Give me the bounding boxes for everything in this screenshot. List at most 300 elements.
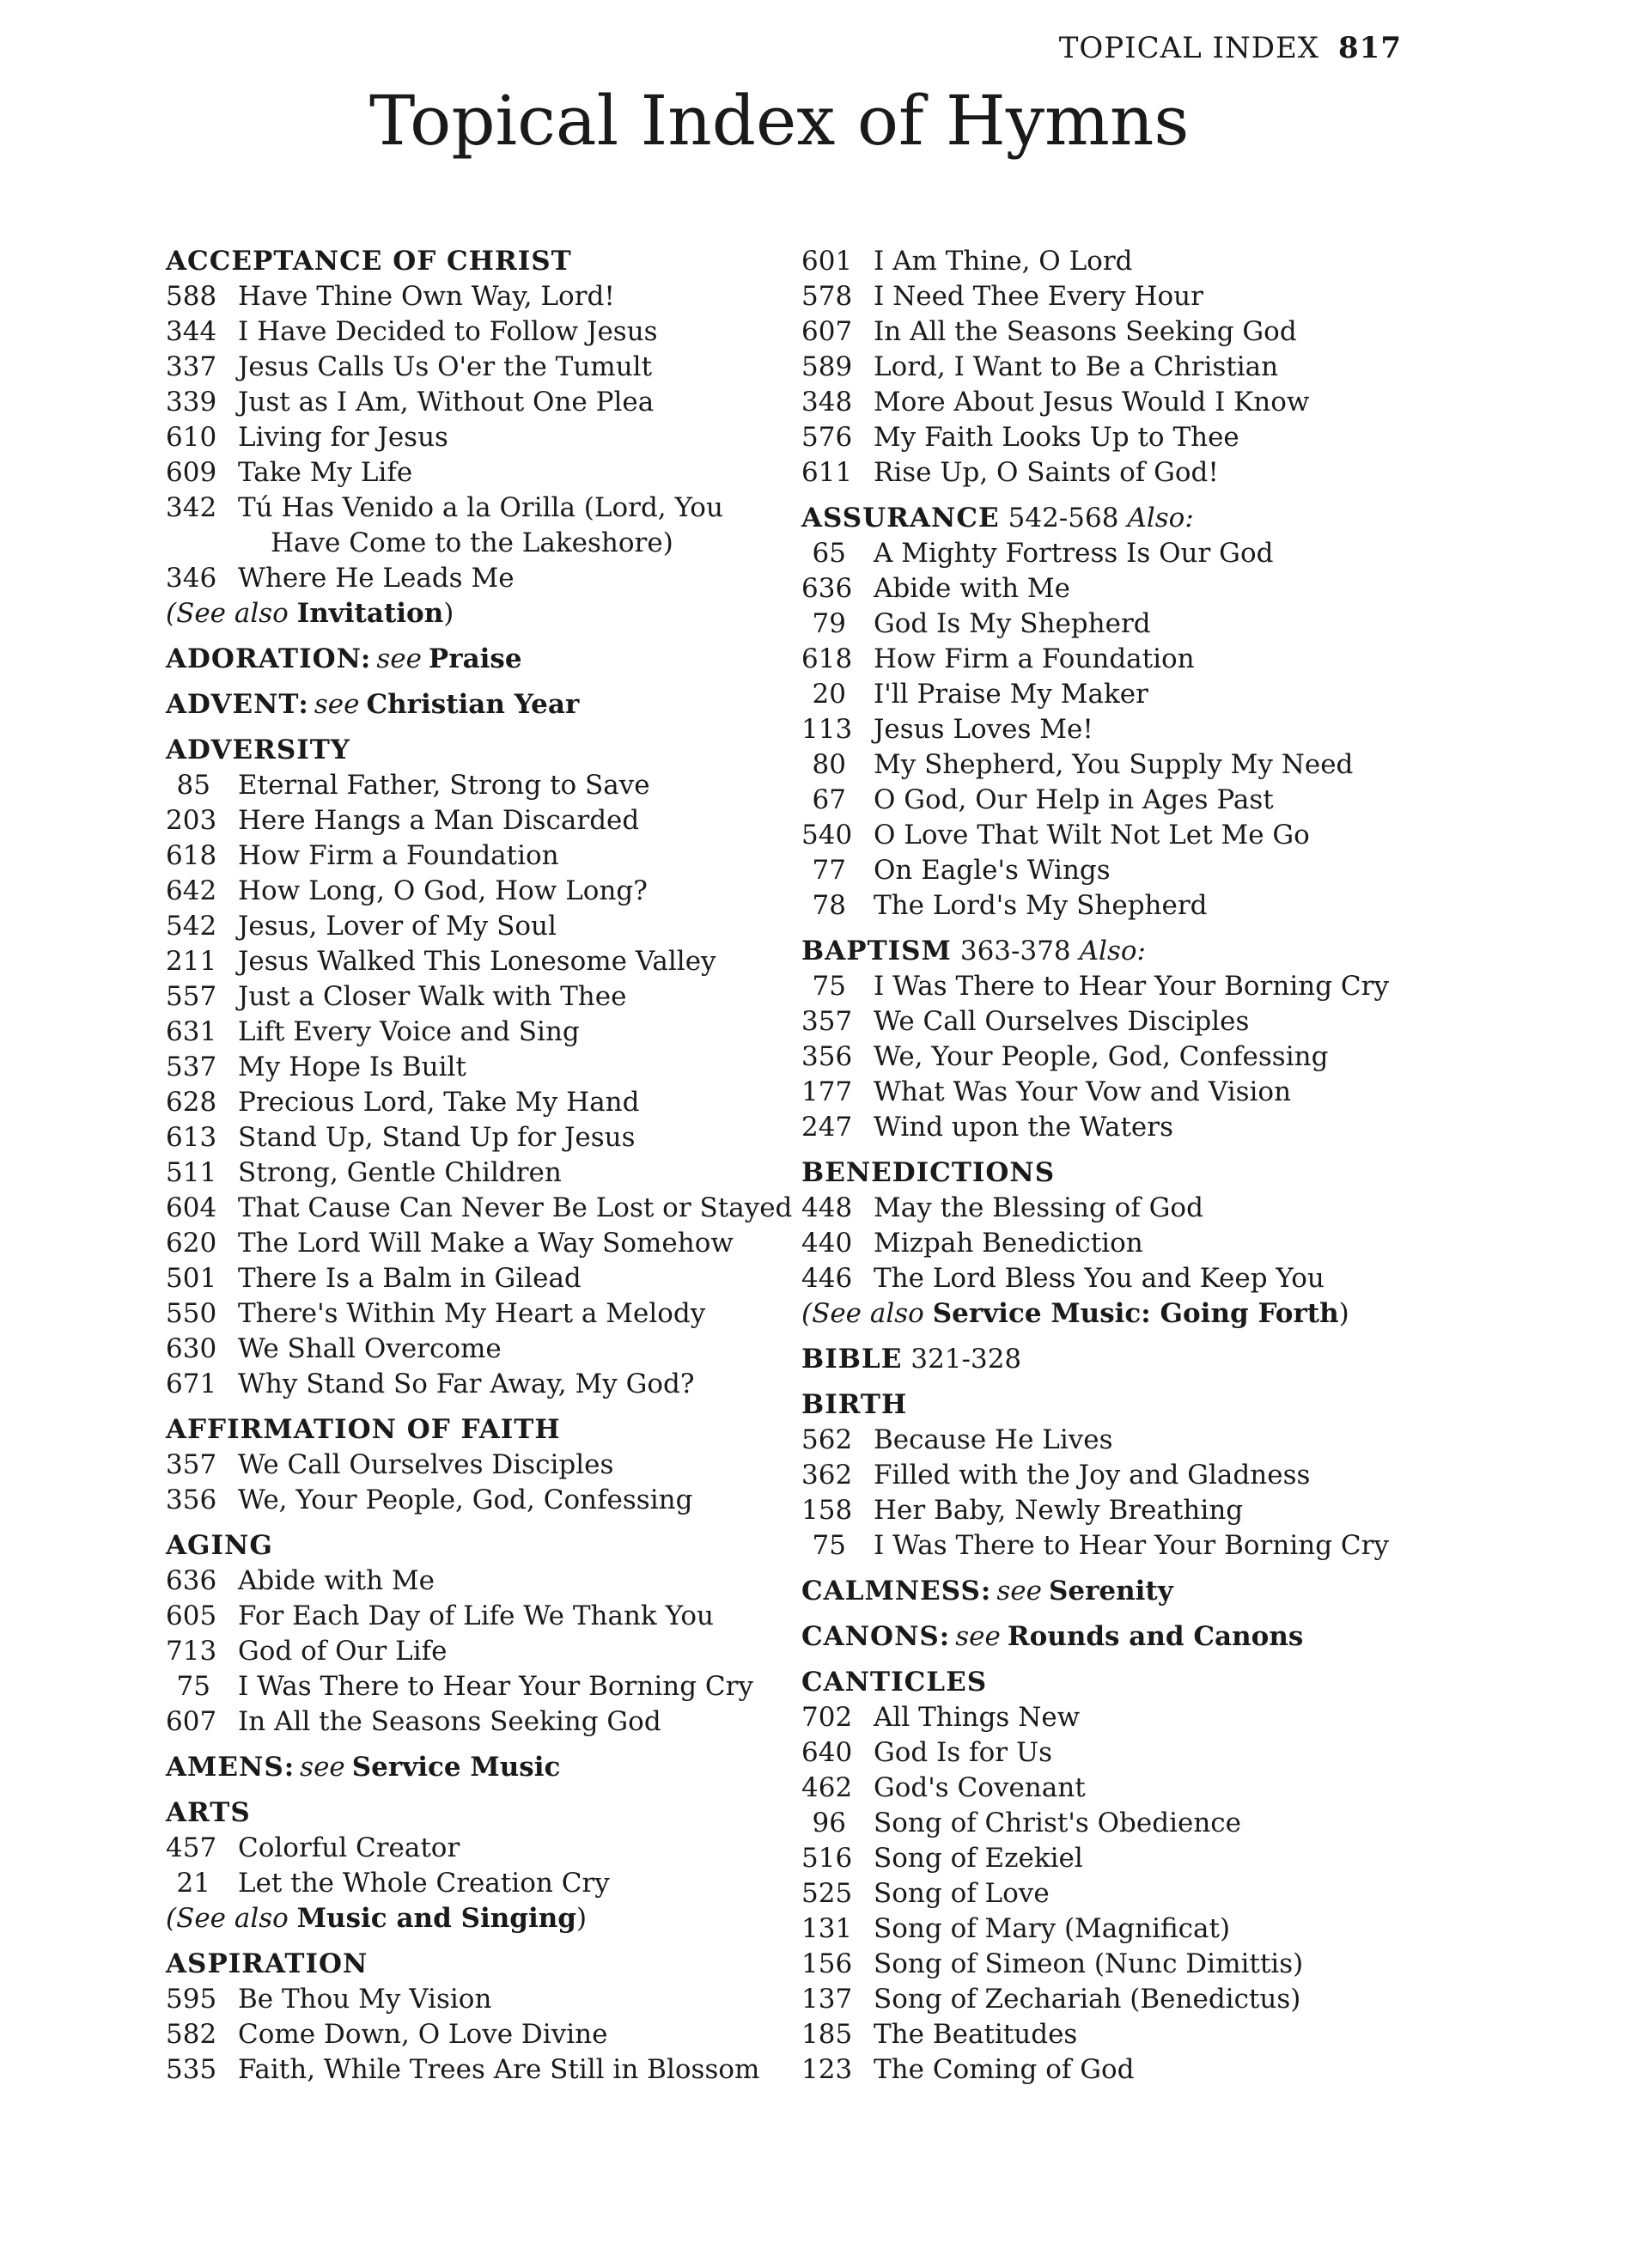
see-also-target: Service Music: Going Forth <box>932 1298 1339 1329</box>
hymn-entry <box>801 1040 1420 1075</box>
hymn-number: 446 <box>801 1263 853 1294</box>
hymn-number: 78 <box>812 890 846 921</box>
hymn-title: Song of Ezekiel <box>874 1843 1083 1874</box>
hymn-entry <box>801 536 1420 571</box>
hymn-title: Song of Zechariah (Benedictus) <box>874 1984 1301 2015</box>
see-also <box>166 596 767 631</box>
hymn-title: We, Your People, God, Confessing <box>238 1485 693 1515</box>
hymn-title: A Mighty Fortress Is Our God <box>874 538 1274 569</box>
hymn-number: 582 <box>166 2019 217 2050</box>
section-heading <box>166 687 767 722</box>
right-column <box>801 244 1420 2098</box>
hymn-entry <box>801 783 1420 818</box>
entry-list <box>801 1191 1420 1296</box>
hymn-title: Wind upon the Waters <box>874 1112 1173 1143</box>
hymn-number: 525 <box>801 1878 853 1909</box>
hymn-title: Just as I Am, Without One Plea <box>238 387 655 418</box>
heading-text: CANONS: <box>801 1621 951 1652</box>
section-baptism <box>801 934 1420 1145</box>
hymn-number: 542 <box>166 911 217 942</box>
heading-text: AMENS: <box>166 1752 295 1783</box>
see-word: see <box>300 1752 345 1783</box>
heading-text: ASSURANCE <box>801 503 1000 533</box>
entry-list <box>166 1564 767 1740</box>
hymn-title: Jesus Walked This Lonesome Valley <box>238 946 716 977</box>
see-also-close: ) <box>1338 1298 1349 1329</box>
heading-text: BIBLE <box>801 1344 903 1375</box>
hymn-title: We Call Ourselves Disciples <box>874 1006 1250 1037</box>
hymn-number: 131 <box>801 1913 853 1944</box>
hymn-entry <box>166 1332 767 1367</box>
hymn-entry <box>166 1015 767 1050</box>
hymn-number: 357 <box>801 1006 853 1037</box>
hymn-title: My Hope Is Built <box>238 1052 466 1082</box>
hymn-entry <box>801 1458 1420 1493</box>
hymn-number: 620 <box>166 1228 217 1259</box>
section-adoration <box>166 642 767 677</box>
hymn-entry <box>166 1669 767 1704</box>
hymn-entry <box>166 385 767 420</box>
hymn-number: 636 <box>166 1565 217 1596</box>
hymn-title: I Have Decided to Follow Jesus <box>238 316 658 347</box>
hymn-entry <box>166 909 767 944</box>
hymn-entry <box>801 279 1420 314</box>
hymn-title: Faith, While Trees Are Still in Blossom <box>238 2054 760 2085</box>
hymn-number: 671 <box>166 1369 217 1399</box>
hymn-number: 601 <box>801 246 853 277</box>
section-aspiration-continued <box>801 244 1420 491</box>
hymn-number: 516 <box>801 1843 853 1874</box>
hymn-number: 156 <box>801 1948 853 1979</box>
hymn-title: Just a Closer Walk with Thee <box>238 981 627 1012</box>
hymn-entry <box>166 1564 767 1599</box>
hymn-number: 630 <box>166 1333 217 1364</box>
hymn-number: 462 <box>801 1772 853 1803</box>
section-canticles <box>801 1665 1420 2088</box>
hymn-number: 457 <box>166 1832 217 1863</box>
section-heading: ASPIRATION <box>166 1948 368 1979</box>
hymn-number: 589 <box>801 351 853 382</box>
hymn-entry <box>166 1634 767 1669</box>
hymn-number: 609 <box>166 457 217 488</box>
hymn-entry <box>801 1528 1420 1564</box>
entry-list <box>801 1423 1420 1564</box>
hymn-title: Mizpah Benediction <box>874 1228 1143 1259</box>
hymn-entry <box>801 1075 1420 1110</box>
section-heading <box>801 1574 1420 1609</box>
hymn-title: Song of Simeon (Nunc Dimittis) <box>874 1948 1304 1979</box>
hymn-title: Precious Lord, Take My Hand <box>238 1087 640 1118</box>
entry-list <box>166 1982 767 2088</box>
hymn-title: Be Thou My Vision <box>238 1984 492 2015</box>
hymn-entry <box>801 1806 1420 1841</box>
hymn-entry <box>166 874 767 909</box>
section-heading: ACCEPTANCE OF CHRIST <box>166 246 572 277</box>
see-also-label: (See also <box>166 598 289 629</box>
hymn-entry <box>801 420 1420 455</box>
hymn-title: My Faith Looks Up to Thee <box>874 422 1239 453</box>
hymn-title: We, Your People, God, Confessing <box>874 1041 1329 1072</box>
heading-text: ADVENT: <box>166 689 309 720</box>
hymn-title: That Cause Can Never Be Lost or Stayed <box>238 1192 793 1223</box>
hymn-title: Stand Up, Stand Up for Jesus <box>238 1122 636 1153</box>
hymn-number: 618 <box>166 840 217 871</box>
see-also <box>166 1901 767 1936</box>
hymn-entry <box>801 677 1420 712</box>
hymn-entry <box>801 1423 1420 1458</box>
hymn-number: 362 <box>801 1460 853 1491</box>
hymn-number: 348 <box>801 387 853 418</box>
hymn-title: I Was There to Hear Your Borning Cry <box>874 1530 1389 1561</box>
hymn-entry <box>166 314 767 350</box>
hymn-entry <box>166 1483 767 1518</box>
hymn-number: 75 <box>812 971 846 1002</box>
hymn-title: Colorful Creator <box>238 1832 460 1863</box>
hymn-number: 67 <box>812 784 846 815</box>
cross-reference: Praise <box>428 643 522 674</box>
see-also <box>801 1296 1420 1332</box>
hymn-entry <box>801 1771 1420 1806</box>
hymn-title: Lift Every Voice and Sing <box>238 1016 580 1047</box>
section-acceptance-of-christ <box>166 244 767 631</box>
hymn-entry <box>166 2052 767 2088</box>
hymn-entry <box>801 853 1420 888</box>
section-heading <box>801 1342 1420 1377</box>
hymn-title: Rise Up, O Saints of God! <box>874 457 1219 488</box>
hymn-title-line: Tú Has Venido a la Orilla (Lord, You <box>238 492 723 523</box>
hymn-number: 158 <box>801 1495 853 1526</box>
cross-reference: Rounds and Canons <box>1007 1621 1304 1652</box>
hymn-number: 613 <box>166 1122 217 1153</box>
entry-list <box>801 244 1420 491</box>
hymn-number: 20 <box>812 679 846 710</box>
hymn-number: 440 <box>801 1228 853 1259</box>
hymn-entry <box>166 420 767 455</box>
hymn-number: 642 <box>166 875 217 906</box>
hymn-entry <box>166 1866 767 1901</box>
running-head <box>1059 31 1402 65</box>
hymn-title: In All the Seasons Seeking God <box>238 1706 661 1737</box>
hymn-entry <box>801 1735 1420 1771</box>
hymn-number: 75 <box>176 1671 210 1702</box>
hymn-title: In All the Seasons Seeking God <box>874 316 1297 347</box>
hymn-number: 356 <box>801 1041 853 1072</box>
hymn-number: 607 <box>166 1706 217 1737</box>
hymn-number: 113 <box>801 714 853 745</box>
left-column <box>166 244 793 2098</box>
hymn-title: Jesus Calls Us O'er the Tumult <box>238 351 653 382</box>
hymn-number: 628 <box>166 1087 217 1118</box>
hymn-title: We Shall Overcome <box>238 1333 502 1364</box>
hymn-number: 610 <box>166 422 217 453</box>
hymn-number: 448 <box>801 1192 853 1223</box>
hymn-number: 203 <box>166 805 217 836</box>
hymn-number: 640 <box>801 1737 853 1768</box>
hymn-entry <box>801 385 1420 420</box>
hymn-number: 177 <box>801 1076 853 1107</box>
section-amens <box>166 1750 767 1785</box>
hymn-title: Eternal Father, Strong to Save <box>238 770 650 801</box>
see-also-close: ) <box>443 598 454 629</box>
hymn-title: Living for Jesus <box>238 422 448 453</box>
hymn-title: God's Covenant <box>874 1772 1086 1803</box>
hymn-number: 605 <box>166 1600 217 1631</box>
hymn-number: 604 <box>166 1192 217 1223</box>
hymn-number: 339 <box>166 387 217 418</box>
section-birth <box>801 1387 1420 1564</box>
hymn-number: 511 <box>166 1157 217 1188</box>
also-label: Also: <box>1127 503 1194 533</box>
hymn-entry <box>801 1700 1420 1735</box>
hymn-number: 85 <box>176 770 210 801</box>
hymn-number: 346 <box>166 563 217 594</box>
hymn-number: 65 <box>812 538 846 569</box>
see-word: see <box>955 1621 1001 1652</box>
section-arts <box>166 1796 767 1936</box>
hymn-number: 247 <box>801 1112 853 1143</box>
hymn-title: God Is for Us <box>874 1737 1052 1768</box>
hymn-number: 185 <box>801 2019 853 2050</box>
hymn-entry <box>166 1704 767 1740</box>
section-heading: AGING <box>166 1530 273 1561</box>
entry-list <box>166 1448 767 1518</box>
hymn-title: Filled with the Joy and Gladness <box>874 1460 1311 1491</box>
hymn-entry <box>801 969 1420 1004</box>
hymn-title: I'll Praise My Maker <box>874 679 1148 710</box>
hymn-title: God Is My Shepherd <box>874 608 1151 639</box>
hymn-number: 562 <box>801 1424 853 1455</box>
hymn-entry <box>801 888 1420 924</box>
hymn-entry <box>166 1261 767 1296</box>
hymn-number: 636 <box>801 573 853 604</box>
hymn-title: Lord, I Want to Be a Christian <box>874 351 1279 382</box>
section-heading <box>166 642 767 677</box>
hymn-entry <box>166 1191 793 1226</box>
heading-text: CALMNESS: <box>801 1576 992 1606</box>
hymn-title: How Firm a Foundation <box>238 840 559 871</box>
section-heading <box>801 501 1420 536</box>
entry-list <box>801 969 1420 1145</box>
hymn-number: 540 <box>801 820 853 850</box>
cross-reference: Service Music <box>351 1752 561 1783</box>
hymn-title: The Lord Bless You and Keep You <box>874 1263 1324 1294</box>
hymn-entry <box>801 1982 1420 2017</box>
hymn-entry <box>801 1947 1420 1982</box>
entry-list <box>801 536 1420 924</box>
cross-reference: Serenity <box>1048 1576 1173 1606</box>
hymn-entry <box>166 944 767 979</box>
hymn-entry <box>166 350 767 385</box>
hymn-entry <box>166 1085 767 1120</box>
entry-list <box>166 1831 767 1901</box>
hymn-number: 75 <box>812 1530 846 1561</box>
hymn-title: How Long, O God, How Long? <box>238 875 648 906</box>
hymn-range: 321-328 <box>910 1344 1022 1375</box>
hymn-number: 537 <box>166 1052 217 1082</box>
hymn-number: 588 <box>166 281 217 312</box>
hymn-entry <box>801 350 1420 385</box>
hymn-number: 211 <box>166 946 217 977</box>
hymn-entry <box>801 818 1420 853</box>
hymn-title: I Need Thee Every Hour <box>874 281 1203 312</box>
hymn-number: 607 <box>801 316 853 347</box>
hymn-entry <box>801 1110 1420 1145</box>
hymn-title: The Coming of God <box>874 2054 1135 2085</box>
hymn-title: Abide with Me <box>238 1565 435 1596</box>
hymn-number: 77 <box>812 855 846 886</box>
hymn-title: All Things New <box>874 1702 1081 1733</box>
hymn-title: There Is a Balm in Gilead <box>238 1263 582 1294</box>
hymn-title: O God, Our Help in Ages Past <box>874 784 1274 815</box>
hymn-title: Abide with Me <box>874 573 1071 604</box>
hymn-entry <box>166 1050 767 1085</box>
hymn-title: I Am Thine, O Lord <box>874 246 1133 277</box>
hymn-entry <box>166 1226 767 1261</box>
hymn-title: May the Blessing of God <box>874 1192 1203 1223</box>
see-also-target: Music and Singing <box>296 1903 576 1934</box>
hymn-number: 631 <box>166 1016 217 1047</box>
hymn-title: God of Our Life <box>238 1636 448 1667</box>
hymn-title: On Eagle's Wings <box>874 855 1111 886</box>
hymn-entry <box>166 561 767 596</box>
hymn-number: 337 <box>166 351 217 382</box>
hymn-number: 713 <box>166 1636 217 1667</box>
section-canons <box>801 1619 1420 1655</box>
cross-reference: Christian Year <box>366 689 580 720</box>
hymn-entry <box>166 803 767 838</box>
hymn-title-continuation: Have Come to the Lakeshore) <box>271 527 673 558</box>
hymn-entry <box>801 244 1420 279</box>
hymn-entry <box>801 2017 1420 2052</box>
entry-list <box>166 768 793 1402</box>
section-benedictions <box>801 1155 1420 1332</box>
hymn-entry <box>801 642 1420 677</box>
section-heading <box>801 934 1420 969</box>
hymn-number: 96 <box>812 1808 846 1838</box>
hymn-entry <box>166 1982 767 2017</box>
page-title: Topical Index of Hymns <box>369 81 1190 161</box>
hymn-title: There's Within My Heart a Melody <box>238 1298 706 1329</box>
section-heading: ADVERSITY <box>166 735 350 765</box>
hymn-title: Come Down, O Love Divine <box>238 2019 608 2050</box>
section-bible <box>801 1342 1420 1377</box>
hymn-entry <box>801 1841 1420 1876</box>
hymn-range: 542-568 <box>1008 503 1119 533</box>
hymn-number: 80 <box>812 749 846 780</box>
hymn-title: How Firm a Foundation <box>874 643 1195 674</box>
hymn-title: More About Jesus Would I Know <box>874 387 1310 418</box>
hymn-title: We Call Ourselves Disciples <box>238 1449 614 1480</box>
hymn-number: 137 <box>801 1984 853 2015</box>
hymn-entry <box>801 455 1420 491</box>
hymn-number: 356 <box>166 1485 217 1515</box>
section-calmness <box>801 1574 1420 1609</box>
hymn-entry <box>166 279 767 314</box>
hymn-title: What Was Your Vow and Vision <box>874 1076 1292 1107</box>
hymn-number: 357 <box>166 1449 217 1480</box>
hymn-number: 342 <box>166 492 217 523</box>
section-affirmation-of-faith <box>166 1412 767 1518</box>
hymn-range: 363-378 <box>959 936 1071 966</box>
hymn-title: Have Thine Own Way, Lord! <box>238 281 615 312</box>
heading-text: ADORATION: <box>166 643 372 674</box>
hymn-entry <box>166 1296 767 1332</box>
hymn-entry <box>801 314 1420 350</box>
hymn-entry <box>801 607 1420 642</box>
hymn-title: Strong, Gentle Children <box>238 1157 562 1188</box>
hymn-number: 344 <box>166 316 217 347</box>
hymn-entry <box>166 455 767 491</box>
also-label: Also: <box>1079 936 1146 966</box>
hymn-title: O Love That Wilt Not Let Me Go <box>874 820 1310 850</box>
hymn-number: 576 <box>801 422 853 453</box>
section-heading: BENEDICTIONS <box>801 1157 1056 1188</box>
hymn-entry <box>801 1004 1420 1040</box>
hymn-entry <box>166 1599 767 1634</box>
hymn-title: The Lord's My Shepherd <box>874 890 1208 921</box>
see-also-target: Invitation <box>296 598 444 629</box>
hymn-number: 618 <box>801 643 853 674</box>
see-word: see <box>376 643 422 674</box>
hymn-entry <box>166 1448 767 1483</box>
heading-text: BAPTISM <box>801 936 952 966</box>
hymn-entry <box>166 768 767 803</box>
see-word: see <box>314 689 360 720</box>
section-heading: BIRTH <box>801 1389 908 1420</box>
hymn-title: I Was There to Hear Your Borning Cry <box>874 971 1389 1002</box>
page-number: 817 <box>1338 31 1402 65</box>
hymn-entry <box>801 1191 1420 1226</box>
entry-list <box>801 1700 1420 2088</box>
hymn-title: Jesus Loves Me! <box>874 714 1093 745</box>
hymn-title <box>238 491 723 561</box>
hymn-number: 535 <box>166 2054 217 2085</box>
hymn-number: 21 <box>176 1868 210 1899</box>
hymn-title: Let the Whole Creation Cry <box>238 1868 610 1899</box>
hymn-number: 557 <box>166 981 217 1012</box>
hymn-entry <box>166 1367 767 1402</box>
running-title: TOPICAL INDEX <box>1058 31 1320 65</box>
section-heading <box>166 1750 767 1785</box>
section-heading: CANTICLES <box>801 1667 988 1698</box>
hymn-title: The Lord Will Make a Way Somehow <box>238 1228 734 1259</box>
hymn-entry <box>801 1493 1420 1528</box>
hymn-number: 611 <box>801 457 853 488</box>
hymn-title: Take My Life <box>238 457 413 488</box>
section-heading: AFFIRMATION OF FAITH <box>166 1414 561 1445</box>
hymn-title: I Was There to Hear Your Borning Cry <box>238 1671 753 1702</box>
section-adversity <box>166 733 793 1402</box>
hymn-entry <box>166 1831 767 1866</box>
section-assurance <box>801 501 1420 924</box>
hymn-title: The Beatitudes <box>874 2019 1078 2050</box>
hymn-entry <box>166 491 767 561</box>
section-advent <box>166 687 767 722</box>
hymn-entry <box>801 1876 1420 1911</box>
section-heading: ARTS <box>166 1797 251 1828</box>
section-aspiration <box>166 1947 767 2088</box>
hymn-entry <box>166 1120 767 1155</box>
hymn-title: Here Hangs a Man Discarded <box>238 805 640 836</box>
hymn-number: 123 <box>801 2054 853 2085</box>
hymn-title: Jesus, Lover of My Soul <box>238 911 557 942</box>
hymn-title: Where He Leads Me <box>238 563 515 594</box>
hymn-title: For Each Day of Life We Thank You <box>238 1600 714 1631</box>
see-also-close: ) <box>575 1903 588 1934</box>
entry-list <box>166 279 767 596</box>
hymn-entry <box>801 712 1420 747</box>
hymn-number: 595 <box>166 1984 217 2015</box>
